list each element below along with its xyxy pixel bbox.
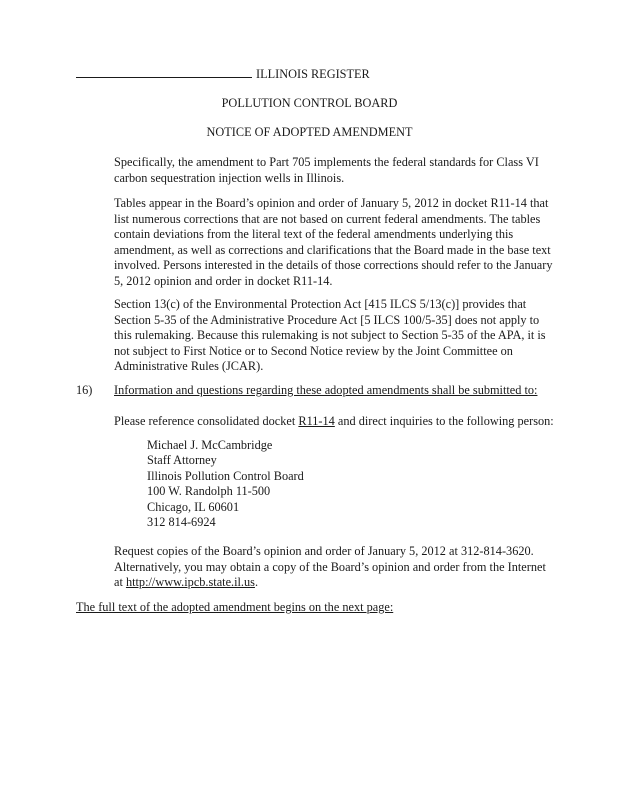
contact-organization: Illinois Pollution Control Board [147, 468, 304, 483]
board-title: POLLUTION CONTROL BOARD [221, 96, 398, 110]
contact-title: Staff Attorney [147, 453, 217, 468]
full-text-notice: The full text of the adopted amendment begins on the next page: [76, 600, 394, 614]
paragraph-tables: Tables appear in the Board’s opinion and order of January 5, 2012 in docket R11-14 that list numerous corrections that are not based on current federal amendments. The tables contain deviations from the literal text of the federal amendments underlying this amendment, as well as corrections and clarifications that the Board made in the base text involved. Persons interested in the details of those corrections should refer to the January 5, 2012 opinion and order in docket R11-14. [114, 196, 553, 288]
contact-name: Michael J. McCambridge [147, 438, 273, 452]
contact-block [147, 438, 304, 530]
contact-street: 100 W. Randolph 11-500 [147, 484, 271, 499]
copies-paragraph [114, 544, 554, 591]
register-title: ILLINOIS REGISTER [256, 67, 370, 81]
reference-line [114, 414, 554, 429]
paragraph-section-13c: Section 13(c) of the Environmental Protection Act [415 ILCS 5/13(c)] provides that Section 5-35 of the Administrative Procedure Act [5 ILCS 100/5-35] does not apply to this rulemaking. Because this rulemaking is not subject to Section 5-35 of the APA, it is not subject to First Notice or to Second Notice review by the Joint Committee on Administrative Rules (JCAR). [114, 297, 546, 373]
reference-text-before: Please reference consolidated docket [114, 414, 299, 428]
item-number: 16) [76, 383, 93, 397]
ipcb-website-link[interactable]: http://www.ipcb.state.il.us [125, 575, 255, 589]
reference-text-after: and direct inquiries to the following person: [334, 414, 554, 428]
issue-blank-line [76, 67, 252, 78]
register-header [76, 67, 370, 82]
docket-link[interactable]: R11-14 [298, 414, 335, 428]
copies-end: . [254, 575, 259, 589]
paragraph-class-vi: Specifically, the amendment to Part 705 implements the federal standards for Class VI carbon sequestration injection wells in Illinois. [114, 155, 539, 185]
copies-text: Request copies of the Board’s opinion and order of January 5, 2012 at 312-814-3620. Alternatively, you may obtain a copy of the Board’s opinion and order from the Internet at [114, 544, 546, 589]
contact-phone: 312 814-6924 [147, 515, 216, 530]
contact-city: Chicago, IL 60601 [147, 499, 240, 514]
notice-title: NOTICE OF ADOPTED AMENDMENT [206, 125, 413, 139]
item-heading: Information and questions regarding these adopted amendments shall be submitted to: [114, 383, 538, 397]
